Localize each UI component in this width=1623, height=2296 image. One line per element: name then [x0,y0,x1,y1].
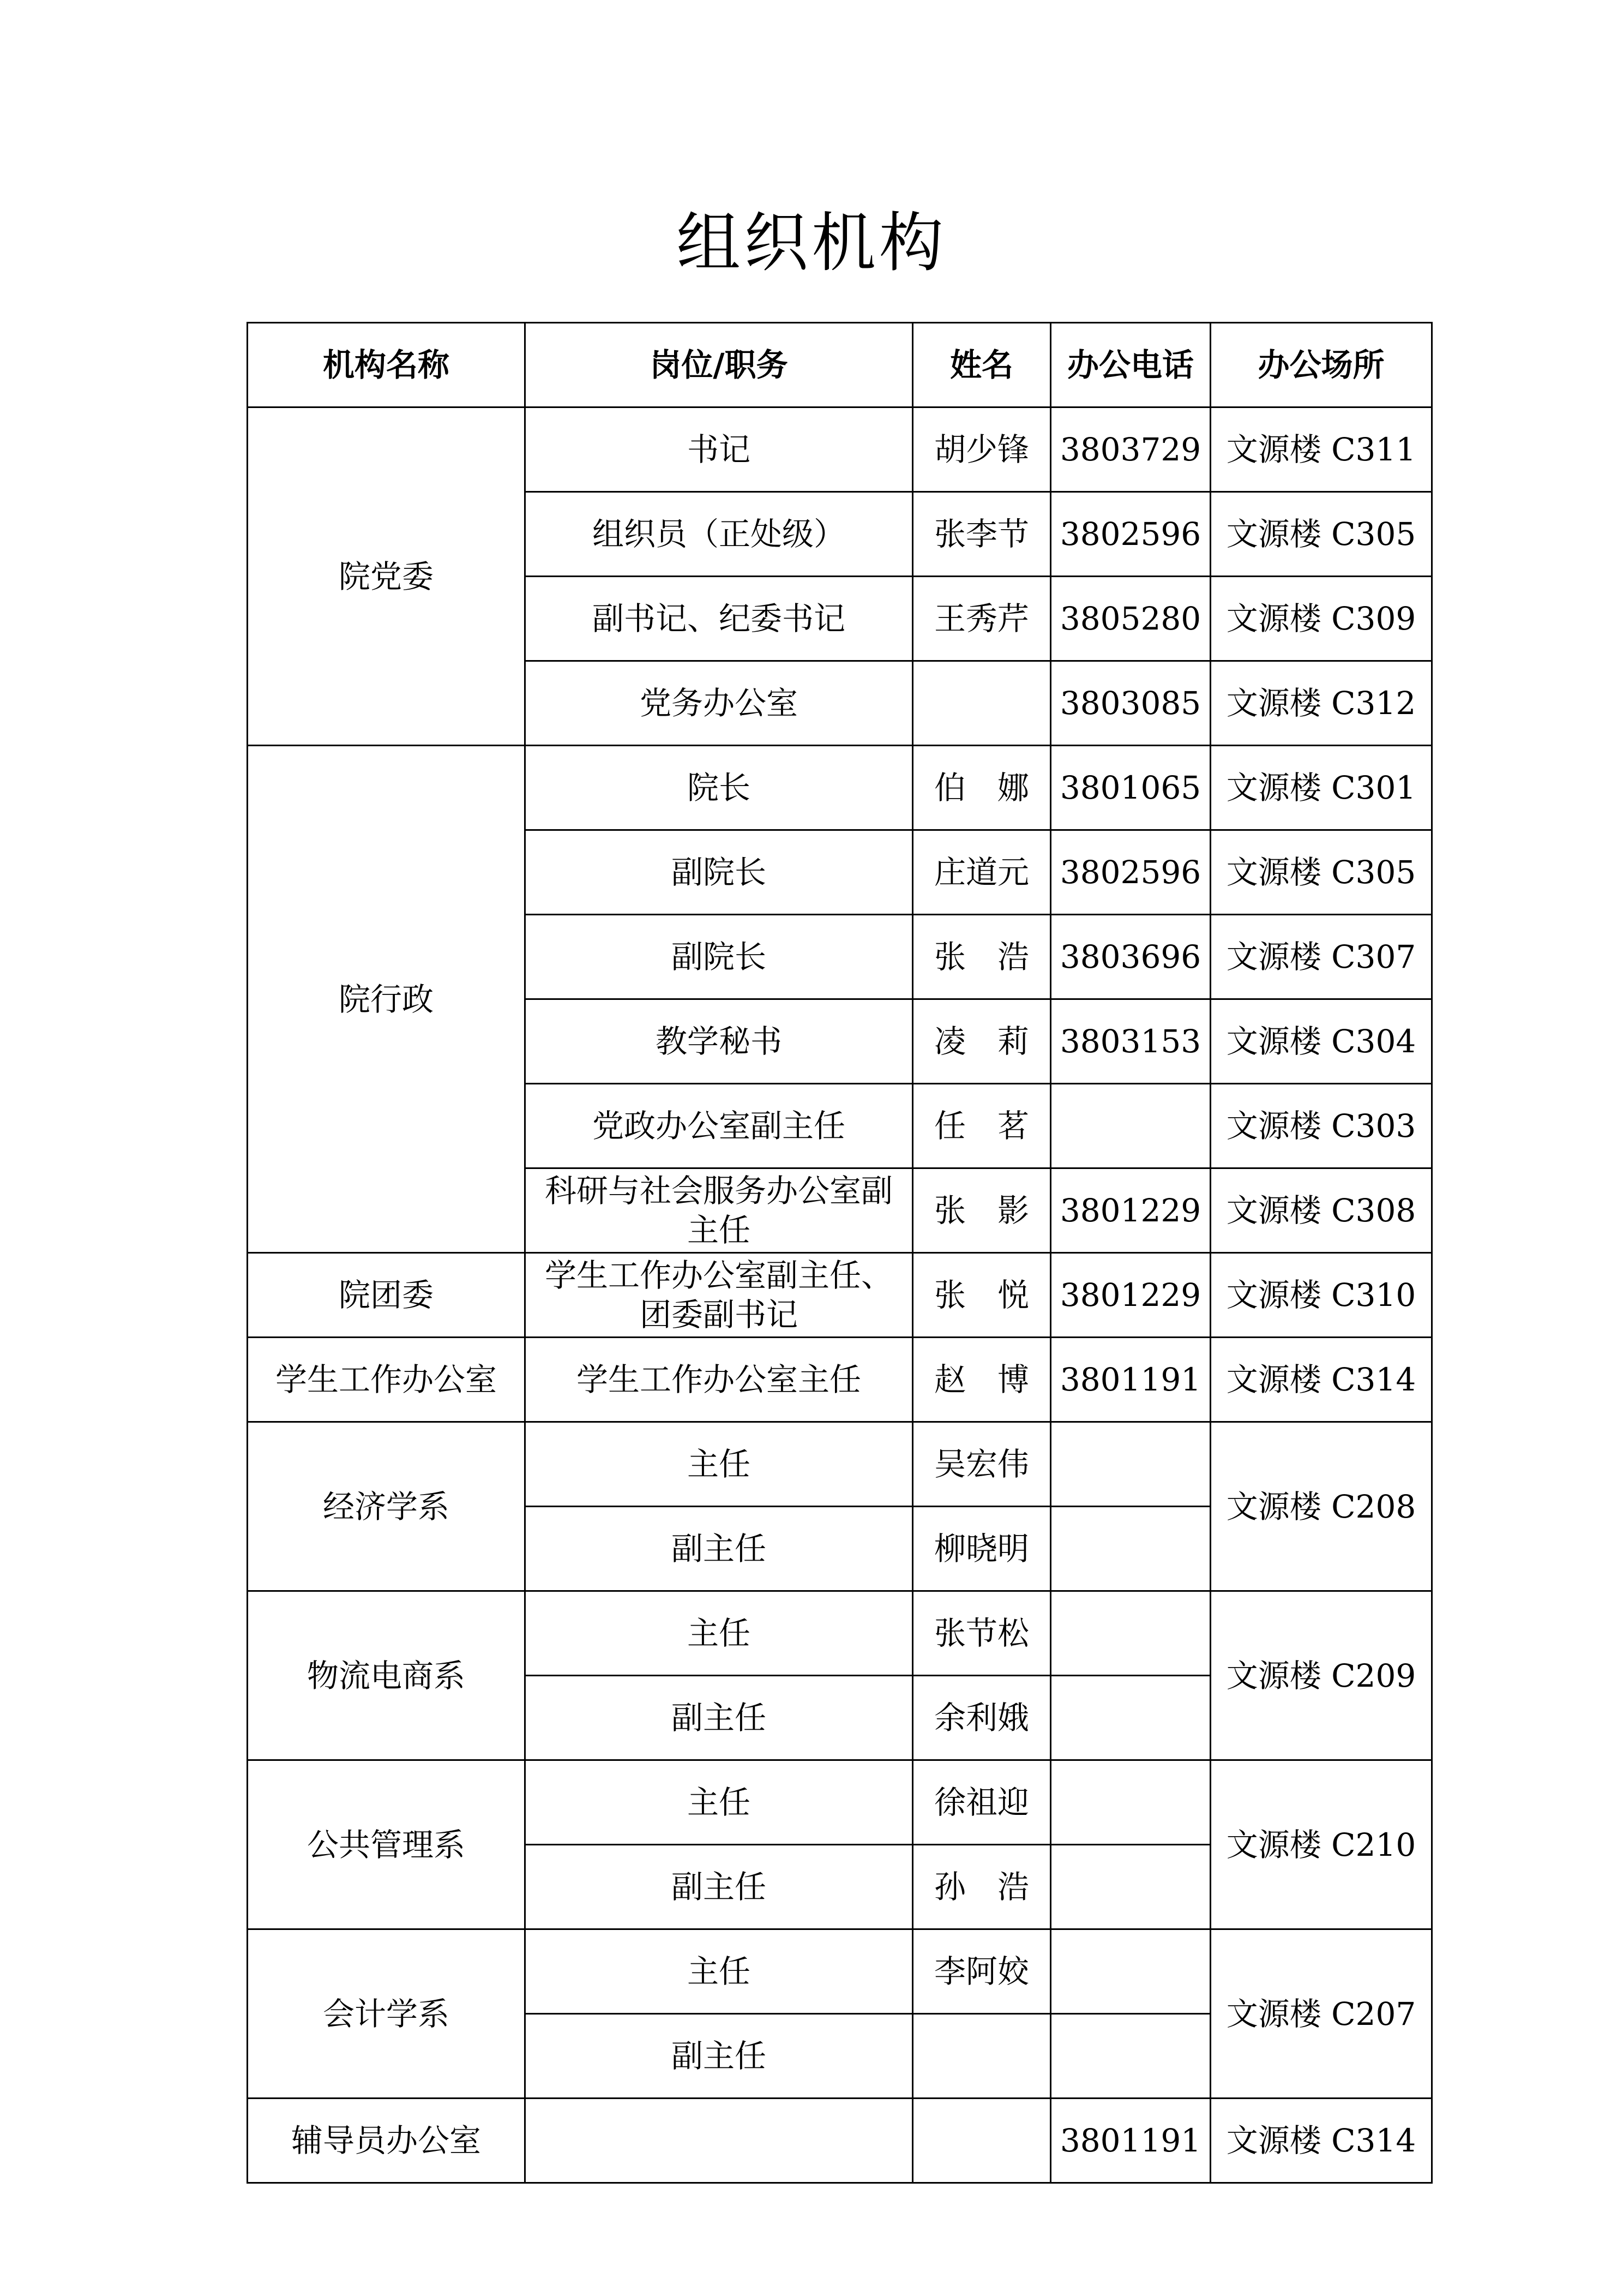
person-cell: 张李节 [913,492,1051,577]
unit-name: 公共管理系 [248,1760,525,1929]
table-row [248,2099,1432,2183]
phone-cell: 3801191 [1051,1338,1211,1422]
phone-cell: 3801191 [1051,2099,1211,2183]
header-unit-name: 机构名称 [248,323,525,407]
page-title: 组织机构 [676,205,947,280]
phone-cell [1051,1760,1211,1845]
post-cell: 副主任 [525,1676,913,1760]
office-cell: 文源楼 C310 [1211,1253,1432,1338]
office-cell: 文源楼 C210 [1211,1760,1432,1929]
post-cell: 学生工作办公室副主任、团委副书记 [525,1253,913,1338]
table-row [248,746,1432,830]
unit-name: 辅导员办公室 [248,2099,525,2183]
unit-name: 经济学系 [248,1422,525,1591]
phone-cell [1051,1084,1211,1168]
phone-cell [1051,1591,1211,1676]
person-cell [913,2014,1051,2099]
phone-cell: 3803153 [1051,999,1211,1084]
post-cell: 副主任 [525,1845,913,1929]
post-cell: 主任 [525,1422,913,1507]
phone-cell [1051,1676,1211,1760]
phone-cell: 3801229 [1051,1168,1211,1253]
person-cell: 张 浩 [913,915,1051,999]
phone-cell [1051,1507,1211,1591]
office-cell: 文源楼 C308 [1211,1168,1432,1253]
phone-cell [1051,2014,1211,2099]
office-cell: 文源楼 C312 [1211,661,1432,746]
post-cell: 学生工作办公室主任 [525,1338,913,1422]
header-office: 办公场所 [1211,323,1432,407]
person-cell: 柳晓明 [913,1507,1051,1591]
unit-name: 院党委 [248,407,525,746]
person-cell: 庄道元 [913,830,1051,915]
office-cell: 文源楼 C314 [1211,1338,1432,1422]
office-cell: 文源楼 C314 [1211,2099,1432,2183]
table-row [248,1338,1432,1422]
person-cell: 吴宏伟 [913,1422,1051,1507]
office-cell: 文源楼 C305 [1211,830,1432,915]
office-cell: 文源楼 C209 [1211,1591,1432,1760]
table-row [248,1760,1432,1845]
post-cell: 主任 [525,1929,913,2014]
post-cell: 党政办公室副主任 [525,1084,913,1168]
office-cell: 文源楼 C311 [1211,407,1432,492]
office-cell: 文源楼 C304 [1211,999,1432,1084]
phone-cell [1051,1845,1211,1929]
phone-cell: 3802596 [1051,492,1211,577]
post-cell: 副院长 [525,830,913,915]
phone-cell: 3803729 [1051,407,1211,492]
post-cell: 副主任 [525,2014,913,2099]
office-cell: 文源楼 C309 [1211,577,1432,661]
unit-name: 学生工作办公室 [248,1338,525,1422]
post-cell [525,2099,913,2183]
person-cell: 徐祖迎 [913,1760,1051,1845]
person-cell: 伯 娜 [913,746,1051,830]
unit-name: 院行政 [248,746,525,1253]
person-cell: 王秀芹 [913,577,1051,661]
table-row [248,1929,1432,2014]
person-cell: 余利娥 [913,1676,1051,1760]
table-header-row [248,323,1432,407]
phone-cell: 3802596 [1051,830,1211,915]
phone-cell: 3805280 [1051,577,1211,661]
phone-cell: 3803696 [1051,915,1211,999]
post-cell: 教学秘书 [525,999,913,1084]
person-cell: 张 影 [913,1168,1051,1253]
post-cell: 科研与社会服务办公室副主任 [525,1168,913,1253]
table-row [248,1422,1432,1507]
office-cell: 文源楼 C207 [1211,1929,1432,2099]
office-cell: 文源楼 C307 [1211,915,1432,999]
unit-name: 物流电商系 [248,1591,525,1760]
table-row [248,1591,1432,1676]
post-cell: 副院长 [525,915,913,999]
phone-cell [1051,1422,1211,1507]
phone-cell: 3801065 [1051,746,1211,830]
post-cell: 党务办公室 [525,661,913,746]
header-person: 姓名 [913,323,1051,407]
office-cell: 文源楼 C303 [1211,1084,1432,1168]
post-cell: 院长 [525,746,913,830]
person-cell: 李阿姣 [913,1929,1051,2014]
person-cell: 任 茗 [913,1084,1051,1168]
person-cell: 凌 莉 [913,999,1051,1084]
office-cell: 文源楼 C301 [1211,746,1432,830]
person-cell: 张 悦 [913,1253,1051,1338]
person-cell [913,661,1051,746]
header-phone: 办公电话 [1051,323,1211,407]
post-cell: 副主任 [525,1507,913,1591]
office-cell: 文源楼 C208 [1211,1422,1432,1591]
person-cell: 张节松 [913,1591,1051,1676]
person-cell: 赵 博 [913,1338,1051,1422]
header-post: 岗位/职务 [525,323,913,407]
post-cell: 主任 [525,1760,913,1845]
post-cell: 组织员（正处级） [525,492,913,577]
table-row [248,407,1432,492]
phone-cell: 3803085 [1051,661,1211,746]
phone-cell [1051,1929,1211,2014]
person-cell: 孙 浩 [913,1845,1051,1929]
table-row [248,1253,1432,1338]
post-cell: 主任 [525,1591,913,1676]
organization-table [247,322,1433,2184]
person-cell [913,2099,1051,2183]
phone-cell: 3801229 [1051,1253,1211,1338]
person-cell: 胡少锋 [913,407,1051,492]
post-cell: 书记 [525,407,913,492]
post-cell: 副书记、纪委书记 [525,577,913,661]
unit-name: 会计学系 [248,1929,525,2099]
unit-name: 院团委 [248,1253,525,1338]
office-cell: 文源楼 C305 [1211,492,1432,577]
